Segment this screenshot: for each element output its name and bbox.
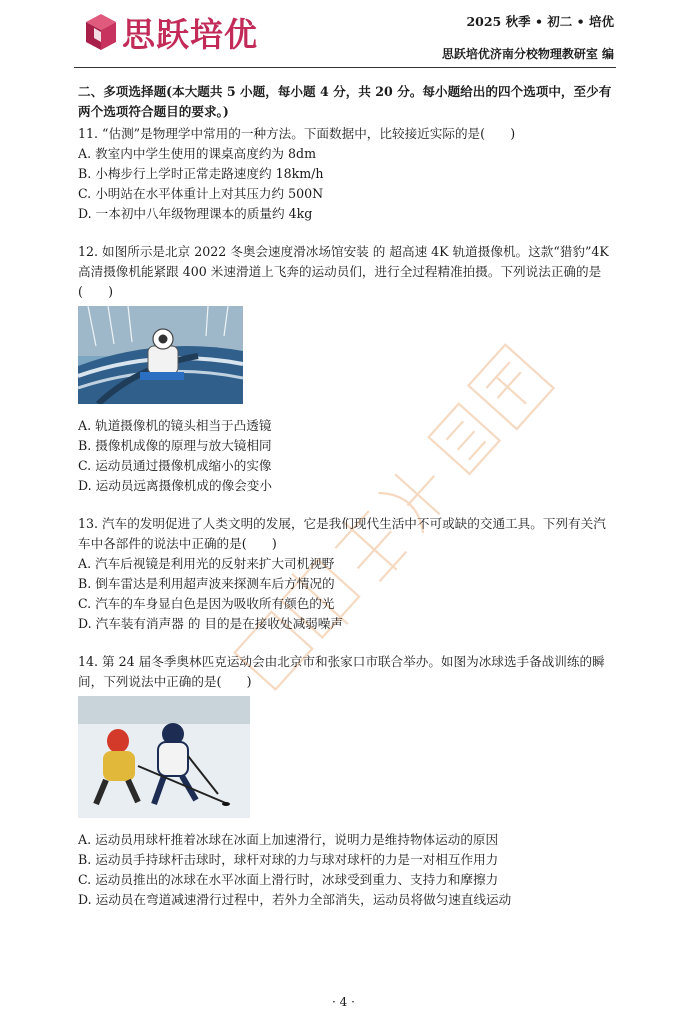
option-d: D. 汽车装有消声器 的 目的是在接收处减弱噪声	[78, 616, 343, 631]
question-stem: 13. 汽车的发明促进了人类文明的发展，它是我们现代生活中不可或缺的交通工具。下列有关汽车中各部件的说法中正确的是( )	[78, 516, 606, 551]
header-divider	[74, 67, 616, 68]
option-a: A. 运动员用球杆推着冰球在冰面上加速滑行，说明力是维持物体运动的原因	[78, 832, 499, 847]
option-b: B. 运动员手持球杆击球时，球杆对球的力与球对球杆的力是一对相互作用力	[78, 852, 499, 867]
option-a: A. 教室内中学生使用的课桌高度约为 8dm	[78, 146, 317, 161]
logo-cube-icon	[84, 12, 118, 52]
camera-photo	[78, 306, 618, 410]
ice-hockey-image	[78, 696, 250, 818]
question-content	[78, 82, 618, 910]
editor-label: 思跃培优济南分校物理教研室 编	[441, 47, 614, 61]
question-stem: 14. 第 24 届冬季奥林匹克运动会由北京市和张家口市联合举办。如图为冰球选手备战训练的瞬间，下列说法中正确的是( )	[78, 654, 605, 689]
option-c: C. 运动员通过摄像机成缩小的实像	[78, 458, 272, 473]
option-b: B. 倒车雷达是利用超声波来探测车后方情况的	[78, 576, 335, 591]
page-header	[0, 0, 687, 74]
option-d: D. 运动员在弯道减速滑行过程中，若外力全部消失，运动员将做匀速直线运动	[78, 892, 512, 907]
question-stem: 11. “估测”是物理学中常用的一种方法。下面数据中，比较接近实际的是( )	[78, 126, 516, 141]
option-a: A. 轨道摄像机的镜头相当于凸透镜	[78, 418, 272, 433]
option-d: D. 运动员远离摄像机成的像会变小	[78, 478, 272, 493]
hockey-photo	[78, 696, 618, 824]
option-c: C. 运动员推出的冰球在水平冰面上滑行时，冰球受到重力、支持力和摩擦力	[78, 872, 499, 887]
question-13	[78, 514, 618, 634]
page-number: · 4 ·	[332, 995, 355, 1009]
option-c: C. 汽车的车身显白色是因为吸收所有颜色的光	[78, 596, 335, 611]
section-title: 二、多项选择题(本大题共 5 小题，每小题 4 分，共 20 分。每小题给出的四个选项中，至少有两个选项符合题目的要求。)	[78, 84, 612, 119]
option-d: D. 一本初中八年级物理课本的质量约 4kg	[78, 206, 313, 221]
question-14	[78, 652, 618, 910]
option-b: B. 摄像机成像的原理与放大镜相同	[78, 438, 272, 453]
question-12	[78, 242, 618, 496]
question-11	[78, 124, 618, 224]
option-a: A. 汽车后视镜是利用光的反射来扩大司机视野	[78, 556, 335, 571]
logo-text: 思跃培优	[122, 14, 258, 54]
brand-logo	[84, 8, 258, 56]
option-c: C. 小明站在水平体重计上对其压力约 500N	[78, 186, 324, 201]
question-stem: 12. 如图所示是北京 2022 冬奥会速度滑冰场馆安装 的 超高速 4K 轨道摄像机。这款“猎豹”4K 高清摄像机能紧跟 400 米速滑道上飞奔的运动员们，进行全过程精准拍摄。下列说法正确的是( )	[78, 244, 609, 299]
option-b: B. 小梅步行上学时正常走路速度约 18km/h	[78, 166, 324, 181]
track-camera-image	[78, 306, 243, 404]
course-label: 2025 秋季 • 初二 • 培优	[466, 14, 614, 29]
